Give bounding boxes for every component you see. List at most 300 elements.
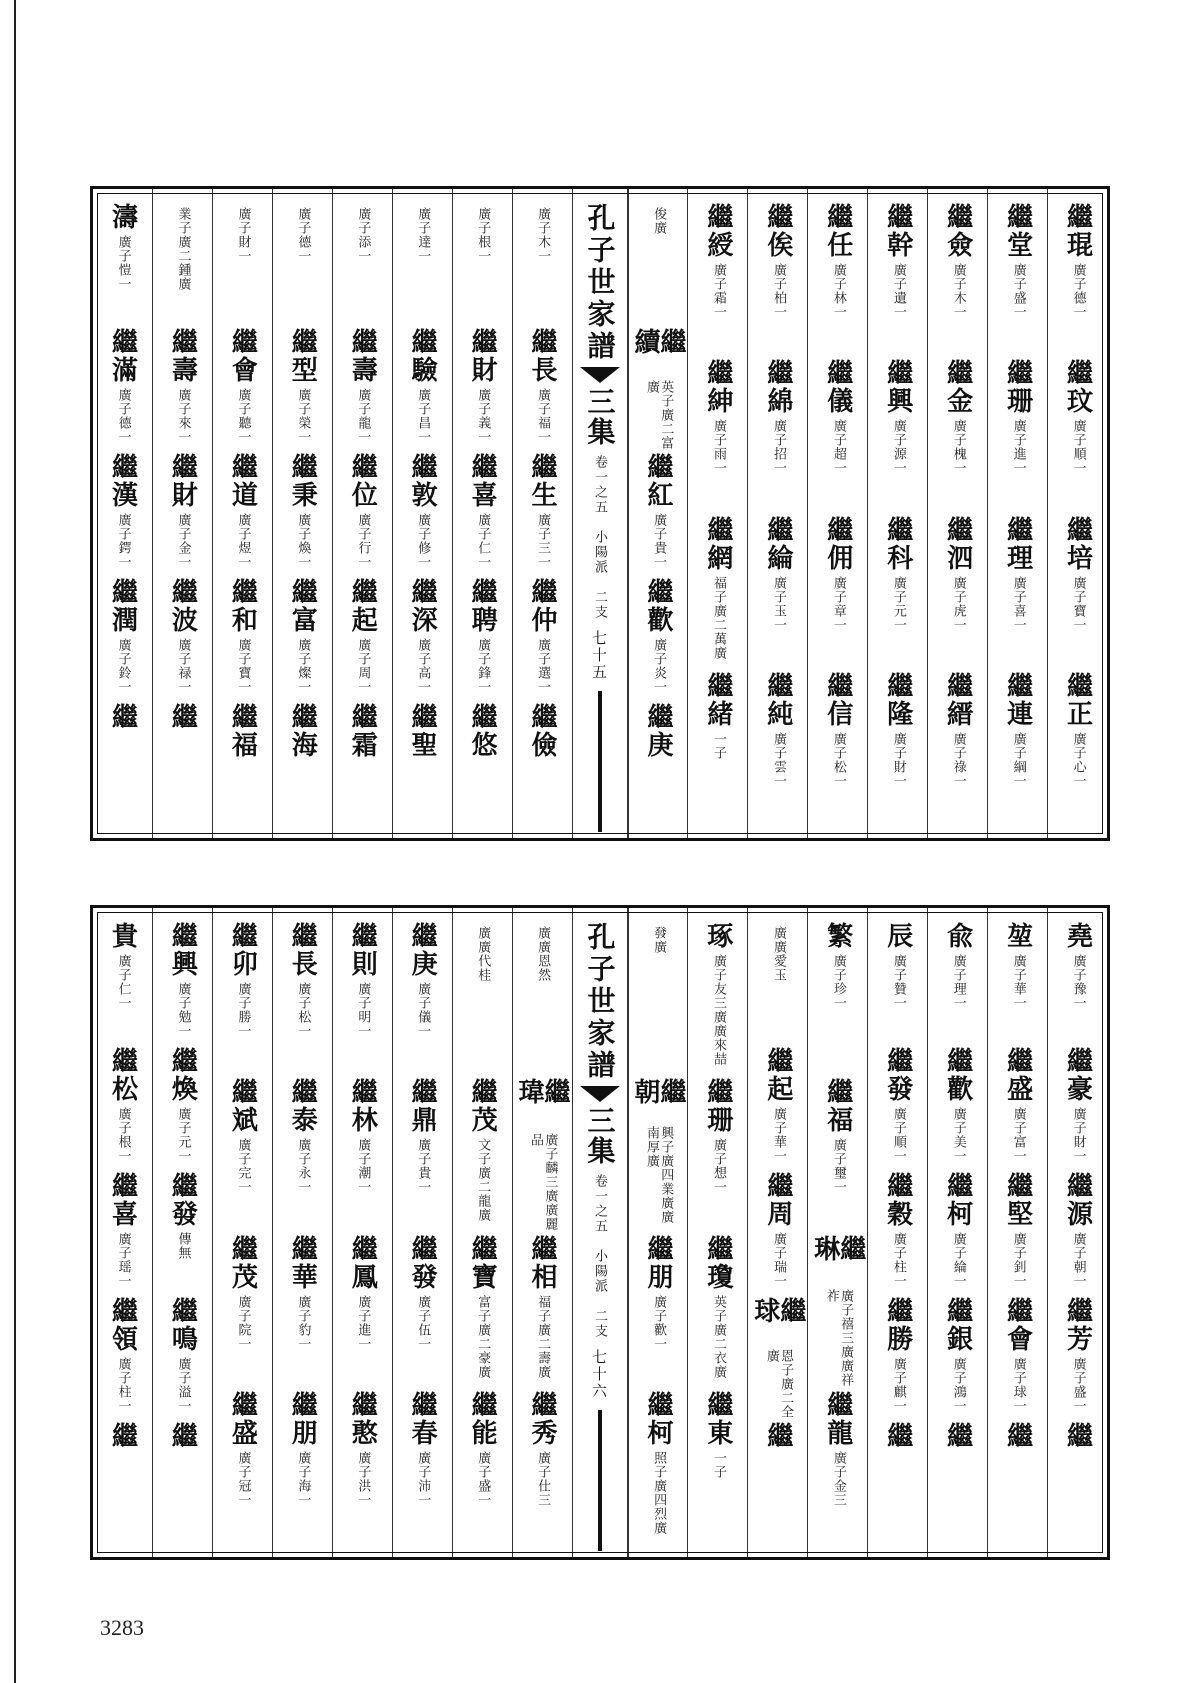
entry-note: 廣子元一 [175, 1107, 191, 1163]
genealogy-entry [355, 203, 369, 328]
entry-column [628, 908, 688, 1557]
entry-column [987, 189, 1047, 838]
genealogy-entry [642, 453, 673, 578]
genealogy-entry [347, 328, 378, 453]
entry-name: 繼信 [822, 671, 853, 728]
entry-note: 廣子來一 [175, 388, 191, 444]
genealogy-entry [467, 703, 498, 828]
entry-name: 繼柯 [942, 1172, 973, 1228]
scan-page-number: 3283 [100, 1615, 144, 1640]
entry-name: 貴 [107, 922, 138, 950]
entry-column [1047, 189, 1107, 838]
entry-name: 繼堅 [1002, 1172, 1033, 1228]
entry-note: 傳無 [175, 1232, 191, 1260]
entry-note: 廣子雨一 [711, 419, 727, 476]
scan-edge-rule [14, 0, 16, 1683]
entry-name: 繼敦 [407, 453, 438, 509]
genealogy-entry [227, 1078, 258, 1234]
genealogy-entry [702, 515, 733, 672]
genealogy-entry [822, 359, 853, 515]
entry-note: 廣子福一 [535, 388, 551, 444]
genealogy-entry [227, 1234, 258, 1391]
entry-name: 繼驗 [407, 328, 438, 384]
entry-name: 兪 [942, 922, 973, 950]
entry-note: 廣子歡一 [651, 1294, 667, 1351]
entry-column [452, 189, 512, 838]
genealogy-entry [882, 515, 913, 672]
genealogy-entry [1062, 1047, 1093, 1172]
entry-note: 廣子木一 [950, 263, 966, 319]
entry-note: 廣子鍔一 [115, 513, 131, 569]
entry-note: 廣子順一 [1070, 419, 1086, 476]
entry-name: 繼朝 [629, 1078, 686, 1107]
genealogy-entry [287, 578, 318, 703]
entry-name: 繼聘 [467, 578, 498, 634]
entry-name: 繁 [822, 922, 853, 950]
genealogy-entry [407, 578, 438, 703]
entry-name: 繼財 [467, 328, 498, 384]
entry-name: 繼松 [107, 1047, 138, 1103]
entry-note: 廣子霜一 [711, 263, 727, 319]
entry-name: 繼煥 [167, 1047, 198, 1103]
genealogy-entry [467, 578, 498, 703]
entry-note: 廣子禄一 [175, 638, 191, 694]
entry-name: 繼能 [467, 1390, 498, 1447]
entry-name: 繼俟 [762, 203, 793, 259]
genealogy-entry [882, 1047, 913, 1172]
entry-name: 繼金 [942, 359, 973, 416]
genealogy-entry [1002, 1172, 1033, 1297]
entry-name: 繼玟 [1062, 359, 1093, 416]
genealogy-entry [407, 1078, 438, 1234]
entry-name: 繼位 [347, 453, 378, 509]
entry-column [512, 908, 572, 1557]
entry-name: 繼生 [527, 453, 558, 509]
entry-column [927, 189, 987, 838]
genealogy-entry [227, 1390, 258, 1547]
genealogy-entry [347, 1234, 378, 1391]
entry-note: 廣子松一 [295, 982, 311, 1038]
genealogy-entry [287, 922, 318, 1078]
entry-column [987, 908, 1047, 1557]
entry-name: 繼會 [227, 328, 258, 384]
genealogy-entry [882, 922, 913, 1047]
entry-column [272, 189, 332, 838]
entry-name: 繼發 [407, 1234, 438, 1291]
genealogy-entry [167, 703, 198, 828]
genealogy-entry [407, 1390, 438, 1547]
genealogy-entry [942, 1172, 973, 1297]
entry-column [807, 189, 867, 838]
entry-name: 繼網 [702, 515, 733, 572]
entry-note: 廣子財一 [235, 207, 251, 263]
entry-name: 繼盛 [227, 1390, 258, 1447]
entry-name: 繼隆 [882, 671, 913, 728]
entry-name: 繼泰 [287, 1078, 318, 1135]
entry-column [93, 189, 152, 838]
volume-label: 卷一之五 小陽派 二支 [592, 1174, 607, 1339]
entry-name: 繼紅 [642, 453, 673, 509]
entry-name: 繼 [1002, 1422, 1033, 1450]
genealogy-entry [651, 203, 665, 328]
genealogy-entry [107, 1422, 138, 1547]
entry-name: 繼緒 [702, 671, 733, 728]
genealogy-entry [762, 671, 793, 828]
entry-note: 廣子柱一 [890, 1232, 906, 1288]
entry-name: 繼理 [1002, 515, 1033, 572]
entry-name: 繼儉 [527, 703, 558, 759]
entry-note: 廣子綸一 [950, 1232, 966, 1288]
genealogy-entry [167, 1297, 198, 1422]
entry-name: 繼寶 [467, 1234, 498, 1291]
entry-note: 廣子鴻一 [950, 1357, 966, 1413]
entry-note: 英子廣二富廣 [643, 380, 674, 451]
genealogy-entry [235, 203, 249, 328]
genealogy-entry [527, 453, 558, 578]
genealogy-entry [942, 1422, 973, 1547]
entry-name: 繼 [167, 1422, 198, 1450]
volume-label: 卷一之五 小陽派 二支 [592, 455, 607, 620]
entry-note: 廣子財一 [890, 731, 906, 788]
entry-note: 廣子龍一 [355, 388, 371, 444]
entry-name: 繼福 [822, 1078, 853, 1135]
entry-note: 廣子槐一 [950, 419, 966, 476]
entry-name: 繼仲 [527, 578, 558, 634]
entry-note: 廣子寶一 [1070, 575, 1086, 632]
genealogy-entry [762, 515, 793, 672]
entry-name: 繼秉 [287, 453, 318, 509]
genealogy-entry [467, 1234, 498, 1391]
entry-note: 廣子釗一 [1010, 1232, 1026, 1288]
entry-name: 繼 [107, 703, 138, 731]
entry-name: 繼財 [167, 453, 198, 509]
entry-note: 廣子院一 [235, 1294, 251, 1351]
entry-column [867, 908, 927, 1557]
entry-note: 廣子根一 [475, 207, 491, 263]
genealogy-entry [347, 703, 378, 828]
entry-name: 繼周 [762, 1172, 793, 1228]
entry-name: 繼發 [882, 1047, 913, 1103]
genealogy-entry [287, 453, 318, 578]
genealogy-entry [535, 203, 549, 328]
entry-name: 繼續 [629, 328, 686, 356]
entry-name: 繼球 [749, 1297, 806, 1325]
entry-note: 廣子玉一 [770, 575, 786, 632]
entry-note: 廣子溢一 [175, 1357, 191, 1413]
entry-note: 廣子根一 [115, 1107, 131, 1163]
entry-note: 廣子虎一 [950, 575, 966, 632]
bleed-through-text [380, 0, 940, 14]
entry-note: 富子廣二豪廣 [475, 1294, 491, 1379]
entry-note: 廣子煜一 [235, 513, 251, 569]
genealogy-entry [287, 328, 318, 453]
genealogy-entry [762, 1172, 793, 1297]
genealogy-entry [642, 1234, 673, 1391]
genealogy-entry [822, 1078, 853, 1234]
entry-note: 廣子達一 [415, 207, 431, 263]
genealogy-entry [942, 922, 973, 1047]
genealogy-entry [882, 1422, 913, 1547]
entry-note: 廣子木一 [535, 207, 551, 263]
entry-note: 廣子永一 [295, 1138, 311, 1195]
genealogy-entry [295, 203, 309, 328]
genealogy-entry [702, 203, 733, 359]
entry-note: 廣子章一 [830, 575, 846, 632]
genealogy-entry [514, 1078, 571, 1234]
entry-note: 一子 [711, 731, 727, 760]
entry-column [272, 908, 332, 1557]
leaf-page-label: 七十六 [590, 1349, 608, 1400]
entry-column [392, 189, 452, 838]
entry-note: 廣子高一 [415, 638, 431, 694]
book-title: 孔子世家譜 [583, 922, 617, 1082]
genealogy-entry [167, 453, 198, 578]
entry-column [332, 189, 392, 838]
entry-note: 廣子友三廣廣來喆 [711, 954, 727, 1066]
genealogy-entry [942, 203, 973, 359]
genealogy-entry [167, 328, 198, 453]
entry-note: 廣子柏一 [770, 263, 786, 319]
entry-note: 廣子順一 [890, 1107, 906, 1163]
entry-name: 繼堂 [1002, 203, 1033, 259]
entry-name: 琢 [702, 922, 733, 950]
entry-note: 廣子華一 [770, 1107, 786, 1163]
entry-note: 廣子朝一 [1070, 1232, 1086, 1288]
entry-note: 廣子修一 [415, 513, 431, 569]
genealogy-entry [227, 703, 258, 828]
entry-name: 繼鳳 [347, 1234, 378, 1291]
entry-note: 恩子廣二全廣 [763, 1349, 794, 1420]
entry-note: 廣子周一 [355, 638, 371, 694]
entry-note: 廣子德一 [295, 207, 311, 263]
entry-name: 繼連 [1002, 671, 1033, 728]
entry-name: 繼興 [167, 922, 198, 978]
genealogy-entry [1062, 203, 1093, 359]
entry-note: 廣子林一 [830, 263, 846, 319]
genealogy-entry [227, 328, 258, 453]
genealogy-panel-1 [90, 186, 1110, 841]
entry-note: 廣子海一 [295, 1450, 311, 1507]
entry-column [687, 908, 747, 1557]
genealogy-entry [822, 515, 853, 672]
entry-column [93, 908, 152, 1557]
entry-name: 繼福 [227, 703, 258, 759]
entry-note: 廣子金三 [830, 1450, 846, 1507]
genealogy-entry [642, 578, 673, 703]
genealogy-entry [107, 1172, 138, 1297]
entry-name: 繼紳 [702, 359, 733, 416]
entry-column [927, 908, 987, 1557]
entry-note: 廣子炎一 [651, 638, 667, 694]
genealogy-entry [527, 578, 558, 703]
genealogy-entry [287, 1234, 318, 1391]
entry-note: 廣子盛一 [1010, 263, 1026, 319]
entry-note: 廣子盛一 [475, 1450, 491, 1507]
fish-tail-mark [580, 1086, 620, 1102]
entry-name: 繼滿 [107, 328, 138, 384]
genealogy-entry [415, 203, 429, 328]
entry-note: 廣子愷一 [115, 235, 131, 291]
entry-name: 繼鼎 [407, 1078, 438, 1135]
genealogy-entry [467, 328, 498, 453]
entry-note: 廣子儀一 [415, 982, 431, 1038]
entry-note: 廣子選一 [535, 638, 551, 694]
entry-name: 繼純 [762, 671, 793, 728]
genealogy-entry [1062, 922, 1093, 1047]
entry-note: 廣子招一 [770, 419, 786, 476]
entry-column [512, 189, 572, 838]
entry-name: 繼芳 [1062, 1297, 1093, 1353]
genealogy-entry [227, 922, 258, 1078]
genealogy-entry [527, 1390, 558, 1547]
genealogy-entry [702, 1234, 733, 1391]
entry-note: 廣子雲一 [770, 731, 786, 788]
entry-column [867, 189, 927, 838]
entry-note: 廣子勉一 [175, 982, 191, 1038]
genealogy-entry [287, 1078, 318, 1234]
genealogy-entry [882, 671, 913, 828]
genealogy-entry [762, 1422, 793, 1547]
entry-column [747, 908, 807, 1557]
entry-column [1047, 908, 1107, 1557]
genealogy-entry [1002, 203, 1033, 359]
entry-name: 繼鳴 [167, 1297, 198, 1353]
leaf-page-label: 七十五 [590, 630, 608, 681]
entry-note: 廣廣代桂 [475, 926, 491, 982]
entry-column [152, 908, 212, 1557]
genealogy-entry [882, 359, 913, 515]
center-fold-1 [572, 189, 628, 838]
entry-note: 廣子瑶一 [115, 1232, 131, 1288]
genealogy-entry [942, 1047, 973, 1172]
genealogy-entry [407, 922, 438, 1078]
genealogy-entry [107, 703, 138, 828]
entry-name: 繼富 [287, 578, 318, 634]
genealogy-entry [1062, 515, 1093, 672]
genealogy-entry [227, 578, 258, 703]
genealogy-entry [629, 328, 686, 453]
entry-note: 廣子源一 [890, 419, 906, 476]
entry-name: 繼幹 [882, 203, 913, 259]
entry-note: 廣子璽一 [830, 1138, 846, 1195]
center-line [598, 691, 602, 832]
genealogy-entry [762, 1047, 793, 1172]
genealogy-entry [642, 1390, 673, 1547]
entry-note: 廣子行一 [355, 513, 371, 569]
genealogy-entry [347, 1390, 378, 1547]
entry-name: 繼波 [167, 578, 198, 634]
center-line [598, 1410, 602, 1551]
entry-name: 繼朋 [287, 1390, 318, 1447]
genealogy-entry [702, 359, 733, 515]
entry-name: 繼正 [1062, 671, 1093, 728]
entry-note: 廣子仁一 [115, 954, 131, 1010]
entry-note: 廣子富一 [1010, 1107, 1026, 1163]
genealogy-entry [1062, 1172, 1093, 1297]
entry-note: 廣子豹一 [295, 1294, 311, 1351]
genealogy-entry [1002, 1297, 1033, 1422]
entry-name: 繼綿 [762, 359, 793, 416]
genealogy-entry [347, 922, 378, 1078]
entry-note: 廣子沛一 [415, 1450, 431, 1507]
entry-name: 繼豪 [1062, 1047, 1093, 1103]
genealogy-entry [175, 203, 189, 328]
genealogy-entry [107, 453, 138, 578]
genealogy-entry [762, 359, 793, 515]
entry-name: 繼深 [407, 578, 438, 634]
entry-name: 繼歡 [942, 1047, 973, 1103]
genealogy-entry [1062, 1422, 1093, 1547]
genealogy-entry [702, 1390, 733, 1547]
entry-name: 繼朋 [642, 1234, 673, 1291]
entry-note: 廣子理一 [950, 954, 966, 1010]
genealogy-entry [167, 922, 198, 1047]
genealogy-entry [771, 922, 785, 1047]
genealogy-entry [527, 703, 558, 828]
fish-tail-mark [580, 367, 620, 383]
entry-note: 廣廣愛玉 [770, 926, 786, 982]
genealogy-entry [287, 703, 318, 828]
genealogy-entry [629, 1078, 686, 1234]
entry-note: 廣子寶一 [235, 638, 251, 694]
genealogy-entry [822, 922, 853, 1078]
entry-column [747, 189, 807, 838]
genealogy-entry [762, 203, 793, 359]
entry-name: 繼起 [762, 1047, 793, 1103]
entry-column [152, 189, 212, 838]
genealogy-entry [347, 578, 378, 703]
entry-note: 廣子華一 [1010, 954, 1026, 1010]
entry-name: 繼科 [882, 515, 913, 572]
entry-name: 繼泗 [942, 515, 973, 572]
entry-note: 廣子盛一 [1070, 1357, 1086, 1413]
genealogy-entry [822, 1390, 853, 1547]
genealogy-panel-2 [90, 905, 1110, 1560]
entry-name: 繼潤 [107, 578, 138, 634]
entry-note: 廣子聽一 [235, 388, 251, 444]
genealogy-entry [702, 1078, 733, 1234]
genealogy-entry [882, 1172, 913, 1297]
entry-note: 廣子柱一 [115, 1357, 131, 1413]
genealogy-entry [107, 578, 138, 703]
genealogy-entry [407, 703, 438, 828]
entry-note: 廣子心一 [1070, 731, 1086, 788]
book-title: 孔子世家譜 [583, 203, 617, 363]
entry-note: 廣子進一 [1010, 419, 1026, 476]
entry-name: 繼儀 [822, 359, 853, 416]
entry-note: 廣子鈴一 [115, 638, 131, 694]
entry-name: 繼源 [1062, 1172, 1093, 1228]
entry-name: 繼琨 [1062, 203, 1093, 259]
genealogy-entry [527, 328, 558, 453]
genealogy-entry [107, 328, 138, 453]
genealogy-entry [287, 1390, 318, 1547]
genealogy-entry [227, 453, 258, 578]
genealogy-entry [651, 922, 665, 1078]
entry-name: 繼縉 [942, 671, 973, 728]
entry-note: 廣子冠一 [235, 1450, 251, 1507]
entry-note: 廣子貴一 [415, 1138, 431, 1195]
genealogy-entry [167, 1422, 198, 1547]
entry-name: 繼瓊 [702, 1234, 733, 1291]
entry-note: 廣子德一 [1070, 263, 1086, 319]
entry-name: 繼穀 [882, 1172, 913, 1228]
entry-name: 繼領 [107, 1297, 138, 1353]
entry-name: 繼華 [287, 1234, 318, 1291]
entry-name: 繼和 [227, 578, 258, 634]
entry-name: 繼霜 [347, 703, 378, 759]
genealogy-entry [809, 1234, 866, 1391]
